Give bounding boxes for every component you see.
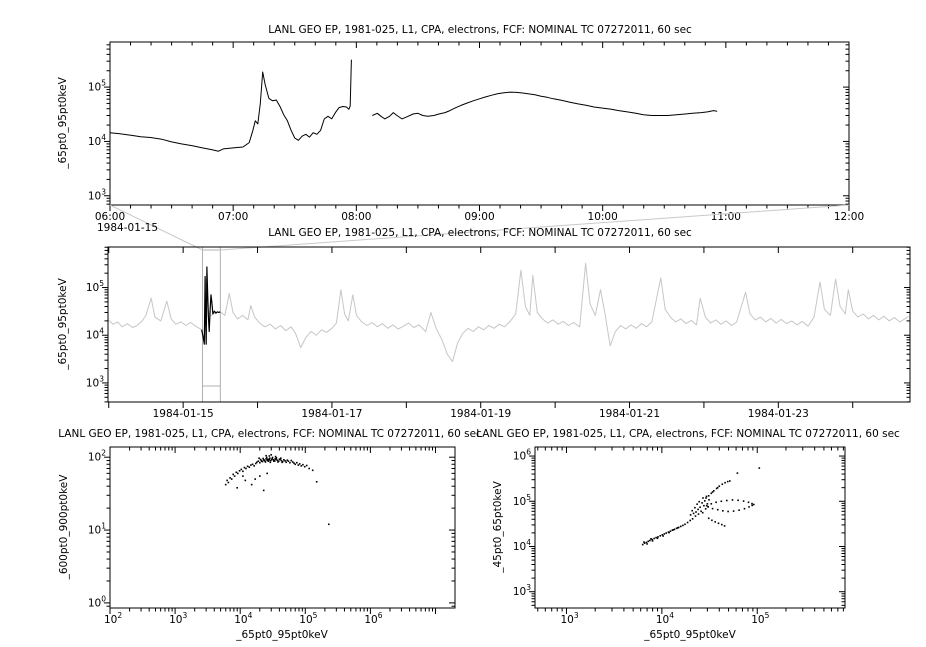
tick-label: 09:00 xyxy=(464,211,495,223)
plot-frame xyxy=(108,247,910,402)
scatter1-y-axis-label: _600pt0_900pt0keV xyxy=(58,474,70,580)
scatter1-plot-title: LANL GEO EP, 1981-025, L1, CPA, electrons, FCF: NOMINAL TC 07272011, 60 sec xyxy=(58,428,482,440)
tick-label: $10^2$ xyxy=(104,611,123,626)
tick-label: 12:00 xyxy=(833,211,865,223)
zoom-range-box[interactable] xyxy=(202,247,220,402)
context-plot-title: LANL GEO EP, 1981-025, L1, CPA, electrons, FCF: NOMINAL TC 07272011, 60 sec xyxy=(268,227,692,239)
tick-label: $10^3$ xyxy=(512,583,531,599)
tick-label: 1984-01-17 xyxy=(301,408,363,420)
tick-label: 1984-01-19 xyxy=(450,408,512,420)
panel-scatter-600-900 xyxy=(88,447,455,626)
tick-label: $10^5$ xyxy=(751,611,770,626)
scatter2-x-axis-label: _65pt0_95pt0keV xyxy=(644,629,736,641)
tick-label: 1984-01-23 xyxy=(747,408,809,420)
tick-label: $10^4$ xyxy=(655,611,675,626)
tick-label: $10^4$ xyxy=(85,326,104,342)
tick-label: $10^3$ xyxy=(560,611,579,626)
tick-label: 10:00 xyxy=(587,211,618,223)
tick-label: $10^4$ xyxy=(512,537,531,553)
overview-y-axis-label: _65pt0_95pt0keV xyxy=(57,77,69,169)
tick-label: $10^4$ xyxy=(234,611,253,626)
tick-label: $10^5$ xyxy=(299,611,318,626)
scatter2-y-axis-label: _45pt0_65pt0keV xyxy=(492,481,504,573)
series-electron-flux xyxy=(372,92,717,119)
plot-frame xyxy=(110,447,455,608)
scatter-points xyxy=(225,454,330,525)
scatter1-x-axis-label: _65pt0_95pt0keV xyxy=(236,629,328,641)
tick-label: 08:00 xyxy=(341,211,372,223)
series-electron-flux xyxy=(110,60,351,152)
plot-frame xyxy=(535,447,845,608)
tick-label: $10^3$ xyxy=(87,187,106,203)
series-context-gray xyxy=(108,263,909,361)
overview-date-label: 1984-01-15 xyxy=(97,222,159,234)
tick-label: $10^6$ xyxy=(512,447,531,463)
tick-label: $10^0$ xyxy=(87,594,106,610)
tick-label: 06:00 xyxy=(94,211,126,223)
panel-scatter-45-65 xyxy=(513,447,845,626)
series-context-highlight xyxy=(202,267,221,344)
overview-plot-title: LANL GEO EP, 1981-025, L1, CPA, electrons, FCF: NOMINAL TC 07272011, 60 sec xyxy=(268,24,692,36)
scatter-points xyxy=(642,467,760,545)
tick-label: $10^3$ xyxy=(85,374,104,390)
plot-frame xyxy=(110,42,849,205)
scatter2-plot-title: LANL GEO EP, 1981-025, L1, CPA, electrons, FCF: NOMINAL TC 07272011, 60 sec xyxy=(476,428,900,440)
tick-label: 1984-01-15 xyxy=(152,408,214,420)
tick-label: $10^2$ xyxy=(87,448,106,464)
tick-label: $10^1$ xyxy=(87,521,106,537)
tick-label: $10^3$ xyxy=(169,611,188,626)
tick-label: $10^4$ xyxy=(87,132,106,148)
tick-label: $10^6$ xyxy=(364,611,383,626)
tick-label: 1984-01-21 xyxy=(599,408,661,420)
tick-label: 07:00 xyxy=(218,211,249,223)
context-y-axis-label: _65pt0_95pt0keV xyxy=(57,278,69,370)
tick-label: 11:00 xyxy=(710,211,741,223)
tick-label: $10^5$ xyxy=(85,279,104,295)
tick-label: $10^5$ xyxy=(87,78,106,94)
tick-label: $10^5$ xyxy=(512,492,531,508)
panel-overview-zoom xyxy=(88,42,864,223)
